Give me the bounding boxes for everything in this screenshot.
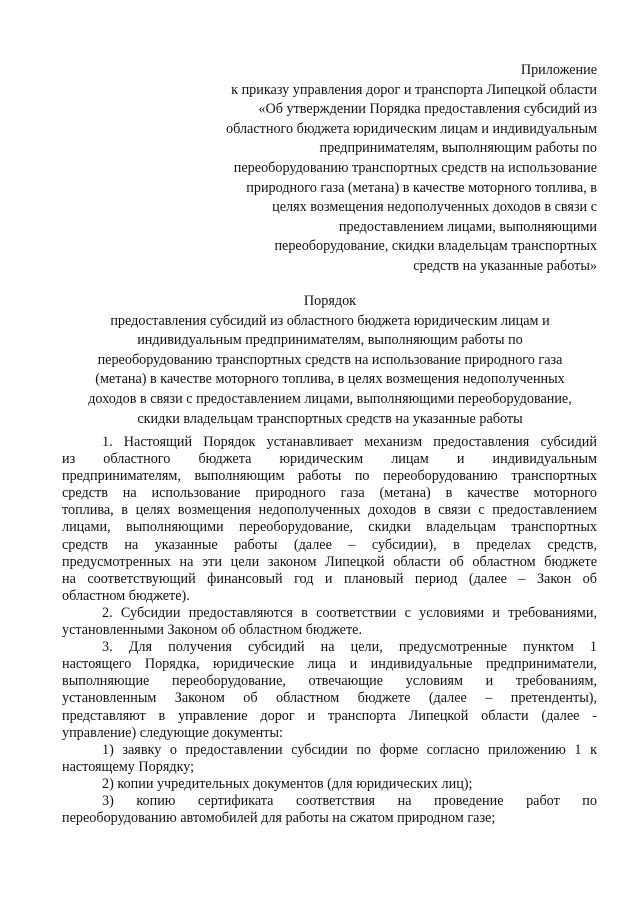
paragraph-3-line: 3. Для получения субсидий на цели, предусмотренные пунктом 1	[102, 639, 597, 656]
paragraph-1-line: средств на использование природного газа (метана) в качестве моторного	[62, 485, 597, 502]
item-3-line: 3) копию сертификата соответствия на проведение работ по	[102, 792, 597, 809]
paragraph-2-line: 2. Субсидии предоставляются в соответствии с условиями и требованиями,	[102, 604, 597, 621]
item-3-line: переоборудованию автомобилей для работы на сжатом природном газе;	[62, 810, 496, 827]
paragraph-1-line: 1. Настоящий Порядок устанавливает механизм предоставления субсидий	[102, 434, 597, 450]
appendix-header	[157, 61, 597, 277]
document-title	[60, 292, 600, 429]
title-heading: Порядок	[303, 293, 357, 309]
appendix-line: областного бюджета юридическим лицам и индивидуальным	[226, 120, 597, 137]
appendix-line: Приложение	[520, 62, 597, 78]
title-line: доходов в связи с предоставлением лицами, выполняющими переоборудование,	[88, 390, 572, 407]
appendix-line: предоставлением лицами, выполняющими	[338, 218, 597, 235]
paragraph-3-line: настоящего Порядка, юридические лица и индивидуальные предприниматели,	[62, 656, 597, 673]
paragraph-3-line: установленным Законом об областном бюджете (далее – претенденты),	[62, 690, 597, 707]
appendix-line: средств на указанные работы»	[413, 257, 597, 274]
title-line: индивидуальным предпринимателям, выполняющим работы по	[137, 332, 523, 349]
paragraph-1-line: предпринимателям, выполняющим работы по переоборудованию транспортных	[62, 468, 597, 485]
paragraph-1-line: лицами, выполняющими переоборудование, скидки владельцам транспортных	[62, 519, 597, 536]
appendix-line: переоборудованию транспортных средств на использование	[233, 159, 597, 176]
item-1-line: настоящему Порядку;	[62, 758, 195, 775]
paragraph-3-line: выполняющие переоборудование, отвечающие условиям и требованиям,	[62, 673, 597, 690]
appendix-line: переоборудование, скидки владельцам транспортных	[274, 238, 597, 255]
title-line: (метана) в качестве моторного топлива, в целях возмещения недополученных	[95, 371, 565, 388]
paragraph-1-line: средств на указанные работы (далее – субсидии), в пределах средств,	[62, 536, 597, 553]
document-body	[62, 434, 597, 827]
appendix-line: целях возмещения недополученных доходов в связи с	[272, 199, 597, 216]
paragraph-1-line: топлива, в целях возмещения недополученных доходов в связи с предоставлением	[62, 502, 597, 519]
paragraph-2-line: установленными Законом об областном бюджете.	[62, 622, 362, 639]
paragraph-1-line: из областного бюджета юридическим лицам и индивидуальным	[62, 451, 597, 468]
title-line: скидки владельцам транспортных средств на указанные работы	[137, 410, 523, 427]
paragraph-1-line: на соответствующий финансовый год и плановый период (далее – Закон об	[62, 570, 597, 587]
title-line: предоставления субсидий из областного бюджета юридическим лицам и	[110, 312, 550, 329]
paragraph-3-line: управление) следующие документы:	[62, 724, 283, 741]
paragraph-3-line: представляют в управление дорог и транспорта Липецкой области (далее -	[62, 707, 597, 724]
paragraph-1-line: предусмотренных на эти цели законом Липецкой области об областном бюджете	[62, 553, 597, 570]
paragraph-1-line: областном бюджете).	[62, 587, 190, 604]
item-2-line: 2) копии учредительных документов (для юридических лиц);	[102, 775, 473, 792]
appendix-line: «Об утверждении Порядка предоставления субсидий из	[258, 101, 597, 118]
title-line: переоборудованию транспортных средств на использование природного газа	[97, 351, 563, 368]
appendix-line: к приказу управления дорог и транспорта Липецкой области	[231, 81, 597, 98]
appendix-line: предпринимателям, выполняющим работы по	[319, 140, 597, 157]
appendix-line: природного газа (метана) в качестве моторного топлива, в	[246, 179, 597, 196]
item-1-line: 1) заявку о предоставлении субсидии по форме согласно приложению 1 к	[102, 741, 597, 758]
